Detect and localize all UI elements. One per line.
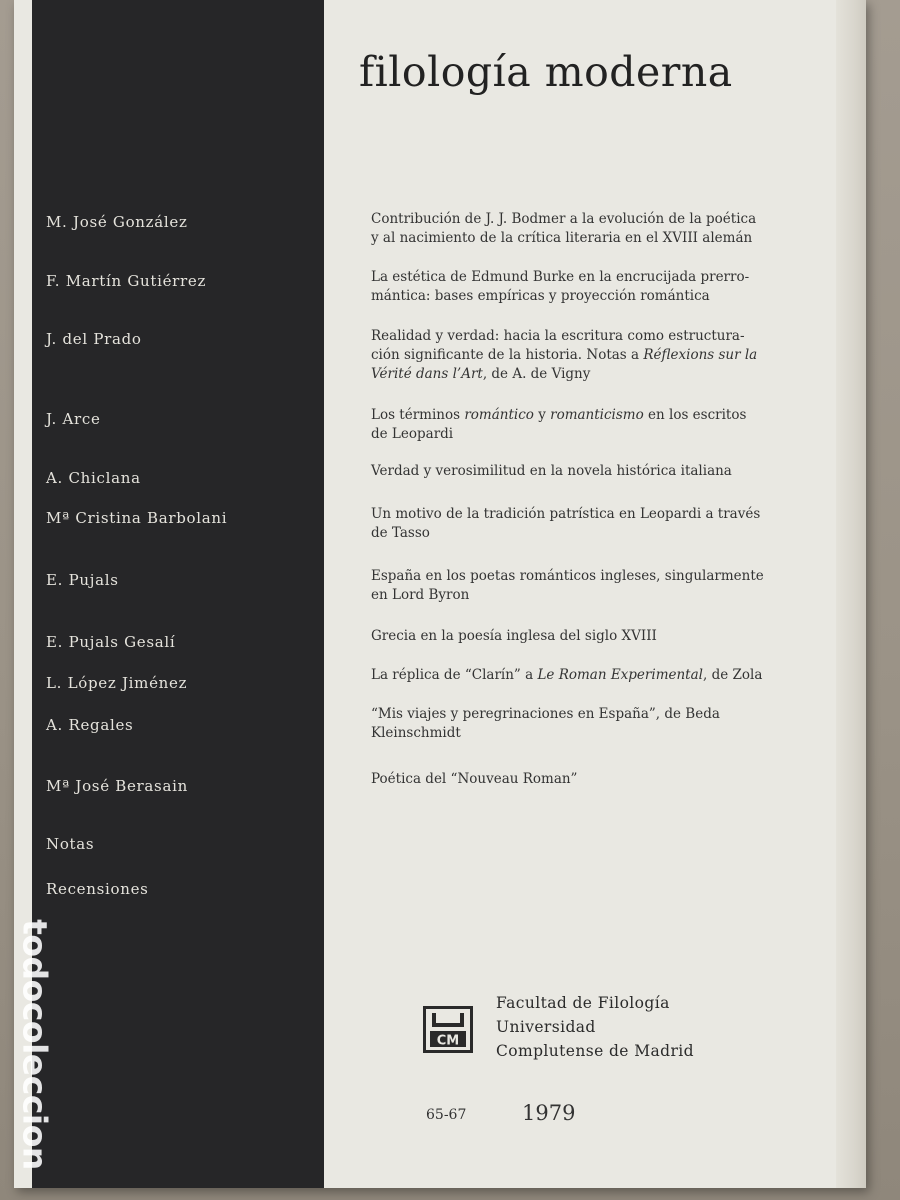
article-title-line xyxy=(371,425,771,444)
author-name: L. López Jiménez xyxy=(46,674,188,692)
article-title xyxy=(371,406,771,444)
article-title-line xyxy=(371,586,771,605)
title-segment: Realidad y verdad: hacia la escritura como estructura- xyxy=(371,328,745,344)
italic-title-segment: Le Roman Experimental xyxy=(537,667,703,683)
article-title-line xyxy=(371,287,771,306)
article-title-line xyxy=(371,346,771,365)
title-segment: Los términos xyxy=(371,407,465,423)
article-title-line xyxy=(371,567,771,586)
title-segment: Un motivo de la tradición patrística en Leopardi a través xyxy=(371,506,761,522)
author-name: E. Pujals xyxy=(46,571,119,589)
article-title xyxy=(371,462,771,481)
article-title-line xyxy=(371,724,771,743)
article-title-line xyxy=(371,627,771,646)
italic-title-segment: romanticismo xyxy=(550,407,644,423)
journal-title: filología moderna xyxy=(359,48,733,96)
title-segment: Verdad y verosimilitud en la novela histórica italiana xyxy=(371,463,732,479)
title-segment: Contribución de J. J. Bodmer a la evolución de la poética xyxy=(371,211,757,227)
publisher-location: Complutense de Madrid xyxy=(496,1042,694,1060)
article-title-line xyxy=(371,705,771,724)
title-segment: mántica: bases empíricas y proyección romántica xyxy=(371,288,710,304)
article-title-line xyxy=(371,406,771,425)
author-name: Mª José Berasain xyxy=(46,777,188,795)
italic-title-segment: romántico xyxy=(464,407,534,423)
article-title-line xyxy=(371,505,771,524)
article-title xyxy=(371,770,771,789)
article-title-line xyxy=(371,524,771,543)
article-title xyxy=(371,210,771,248)
section-heading: Recensiones xyxy=(46,880,149,898)
title-segment: , de A. de Vigny xyxy=(482,366,591,382)
article-title-line xyxy=(371,666,771,685)
author-name: J. del Prado xyxy=(46,330,142,348)
author-name: E. Pujals Gesalí xyxy=(46,633,176,651)
watermark xyxy=(4,905,54,1195)
journal-back-cover xyxy=(14,0,866,1188)
title-segment: en Lord Byron xyxy=(371,587,470,603)
article-title-line xyxy=(371,365,771,384)
article-title xyxy=(371,627,771,646)
author-panel xyxy=(32,0,324,1188)
publisher-faculty: Facultad de Filología xyxy=(496,994,670,1012)
author-name: A. Chiclana xyxy=(46,469,141,487)
article-title-line xyxy=(371,229,771,248)
page-edge xyxy=(836,0,866,1188)
article-title-line xyxy=(371,770,771,789)
article-title xyxy=(371,327,771,384)
author-name: A. Regales xyxy=(46,716,134,734)
author-name: J. Arce xyxy=(46,410,101,428)
title-segment: Kleinschmidt xyxy=(371,725,461,741)
article-title-line xyxy=(371,268,771,287)
issue-year: 1979 xyxy=(522,1101,576,1125)
title-segment: y xyxy=(533,407,551,423)
italic-title-segment: Vérité dans l’Art xyxy=(371,366,483,382)
article-title-line xyxy=(371,327,771,346)
title-segment: de Leopardi xyxy=(371,426,454,442)
article-title-line xyxy=(371,462,771,481)
article-title-line xyxy=(371,210,771,229)
issue-numbers: 65-67 xyxy=(426,1107,467,1123)
article-title xyxy=(371,567,771,605)
title-segment: ción significante de la historia. Notas a xyxy=(371,347,644,363)
article-title xyxy=(371,666,771,685)
italic-title-segment: Réflexions sur la xyxy=(643,347,758,363)
ucm-logo-text: CM xyxy=(436,1033,460,1049)
title-segment: La réplica de “Clarín” a xyxy=(371,667,538,683)
title-segment: en los escritos xyxy=(643,407,747,423)
title-segment: y al nacimiento de la crítica literaria en el XVIII alemán xyxy=(371,230,753,246)
title-segment: España en los poetas románticos ingleses, singularmente xyxy=(371,568,764,584)
ucm-logo-icon xyxy=(423,1006,473,1053)
title-segment: de Tasso xyxy=(371,525,430,541)
title-segment: Poética del “Nouveau Roman” xyxy=(371,771,578,787)
watermark-text: todocoleccion xyxy=(15,919,54,1170)
article-title xyxy=(371,268,771,306)
title-segment: , de Zola xyxy=(702,667,763,683)
author-name: F. Martín Gutiérrez xyxy=(46,272,207,290)
section-heading: Notas xyxy=(46,835,95,853)
publisher-university: Universidad xyxy=(496,1018,596,1036)
author-name: M. José González xyxy=(46,213,188,231)
title-segment: La estética de Edmund Burke en la encrucijada prerro- xyxy=(371,269,750,285)
article-title xyxy=(371,705,771,743)
title-segment: “Mis viajes y peregrinaciones en España”, de Beda xyxy=(371,706,720,722)
title-segment: Grecia en la poesía inglesa del siglo XVIII xyxy=(371,628,657,644)
author-name: Mª Cristina Barbolani xyxy=(46,509,228,527)
article-title xyxy=(371,505,771,543)
